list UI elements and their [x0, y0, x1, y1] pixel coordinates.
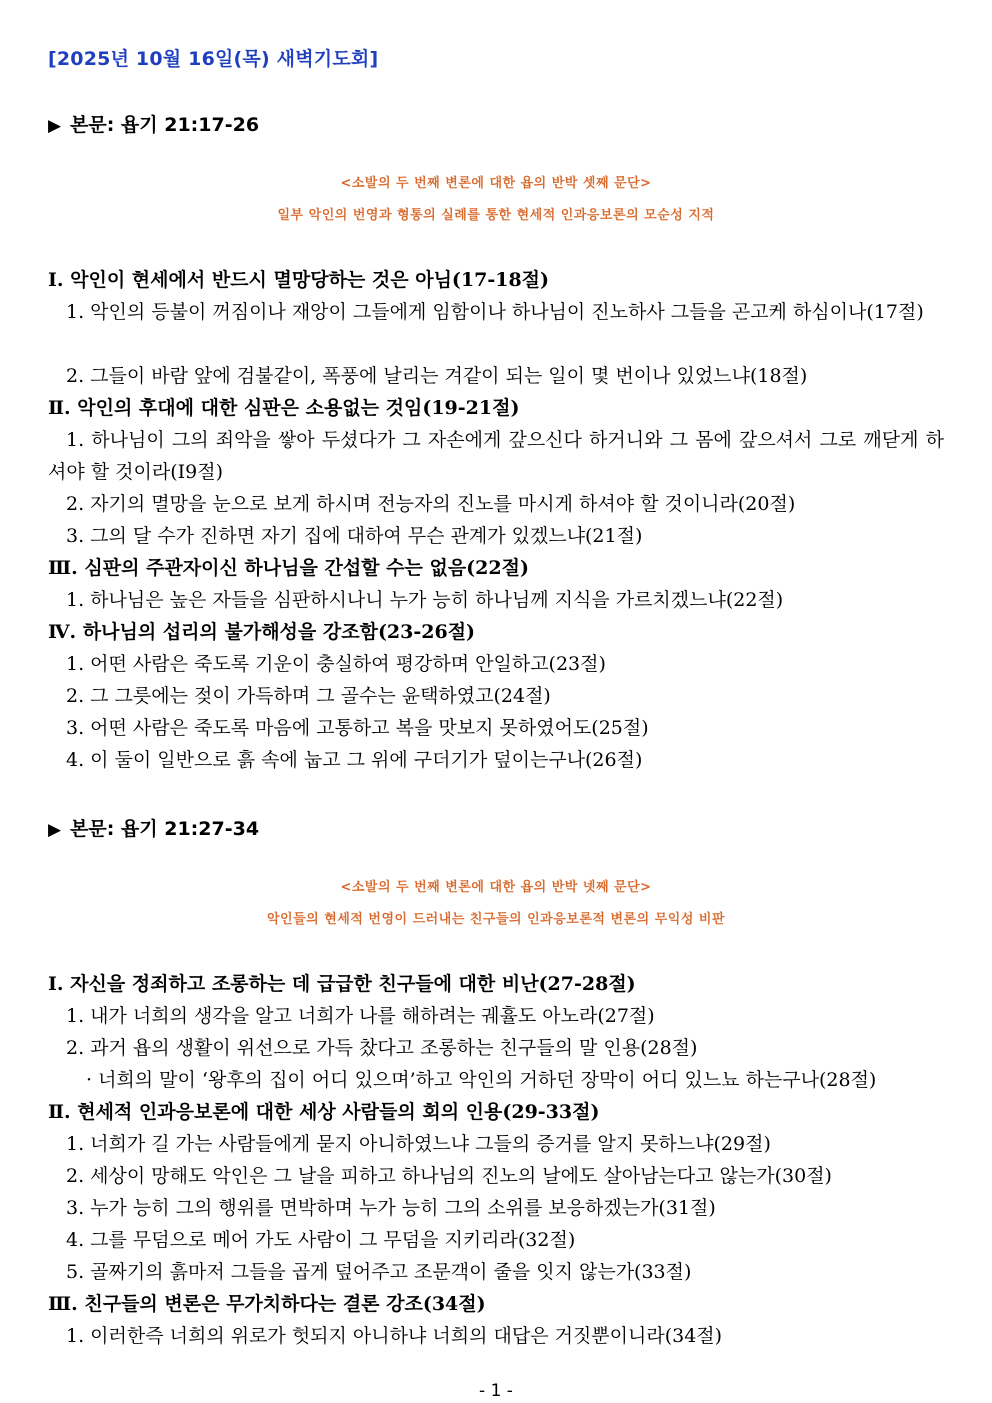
outline-heading: Ⅱ. 현세적 인과응보론에 대한 세상 사람들의 회의 인용(29-33절)	[48, 1101, 600, 1123]
document-title: [2025년 10월 16일(목) 새벽기도회]	[48, 48, 379, 70]
outline-item: 1. 어떤 사람은 죽도록 기운이 충실하여 평강하며 안일하고(23절)	[66, 653, 606, 675]
outline-item: 4. 이 둘이 일반으로 흙 속에 눕고 그 위에 구더기가 덮이는구나(26절)	[66, 749, 643, 771]
outline-item: 2. 그들이 바람 앞에 검불같이, 폭풍에 날리는 겨같이 되는 일이 몇 번이나 있었느냐(18절)	[66, 365, 808, 387]
outline-heading: Ⅲ. 심판의 주관자이신 하나님을 간섭할 수는 없음(22절)	[48, 557, 529, 579]
section-theme: 악인들의 현세적 번영이 드러내는 친구들의 인과응보론적 변론의 무익성 비판	[266, 912, 726, 927]
passage-heading	[48, 110, 259, 137]
outline-item: 2. 세상이 망해도 악인은 그 날을 피하고 하나님의 진노의 날에도 살아남는다고 않는가(30절)	[66, 1165, 832, 1187]
section-subtitle: <소발의 두 번째 변론에 대한 욥의 반박 셋째 문단>	[340, 176, 652, 191]
triangle-marker-icon: ▶	[48, 116, 62, 136]
outline-item: 1. 이러한즉 너희의 위로가 헛되지 아니하냐 너희의 대답은 거짓뿐이니라(34절)	[66, 1325, 723, 1347]
triangle-marker-icon: ▶	[48, 820, 62, 840]
outline-item: 3. 그의 달 수가 진하면 자기 집에 대하여 무슨 관계가 있겠느냐(21절)	[66, 525, 643, 547]
section-subtitle: <소발의 두 번째 변론에 대한 욥의 반박 넷째 문단>	[340, 880, 652, 895]
outline-item: 2. 과거 욥의 생활이 위선으로 가득 찼다고 조롱하는 친구들의 말 인용(28절)	[66, 1037, 698, 1059]
outline-item: 4. 그를 무덤으로 메어 가도 사람이 그 무덤을 지키리라(32절)	[66, 1229, 576, 1251]
outline-heading: Ⅲ. 친구들의 변론은 무가치하다는 결론 강조(34절)	[48, 1293, 486, 1315]
outline-heading: Ⅰ. 자신을 정죄하고 조롱하는 데 급급한 친구들에 대한 비난(27-28절)	[48, 973, 636, 995]
outline-heading: Ⅱ. 악인의 후대에 대한 심판은 소용없는 것임(19-21절)	[48, 397, 520, 419]
outline-item: 3. 누가 능히 그의 행위를 면박하며 누가 능히 그의 소위를 보응하겠는가(31절)	[66, 1197, 716, 1219]
outline-item: 1. 하나님은 높은 자들을 심판하시나니 누가 능히 하나님께 지식을 가르치겠느냐(22절)	[66, 589, 784, 611]
passage-label: 본문: 욥기 21:27-34	[70, 818, 260, 840]
outline-item: 1. 하나님이 그의 죄악을 쌓아 두셨다가 그 자손에게 갚으신다 하거니와 그 몸에 갚으셔서 그로 깨닫게 하셔야 할 것이라(I9절)	[48, 429, 944, 483]
outline-heading: Ⅳ. 하나님의 섭리의 불가해성을 강조함(23-26절)	[48, 621, 476, 643]
outline-item: 2. 자기의 멸망을 눈으로 보게 하시며 전능자의 진노를 마시게 하셔야 할 것이니라(20절)	[66, 493, 796, 515]
outline-heading: Ⅰ. 악인이 현세에서 반드시 멸망당하는 것은 아님(17-18절)	[48, 269, 550, 291]
outline-item: 1. 내가 너희의 생각을 알고 너희가 나를 해하려는 궤휼도 아노라(27절)	[66, 1005, 655, 1027]
passage-label: 본문: 욥기 21:17-26	[70, 114, 260, 136]
outline-item: 1. 악인의 등불이 꺼짐이나 재앙이 그들에게 임함이나 하나님이 진노하사 그들을 곤고케 하심이나(17절)	[66, 301, 924, 323]
outline-item: 1. 너희가 길 가는 사람들에게 묻지 아니하였느냐 그들의 증거를 알지 못하느냐(29절)	[66, 1133, 771, 1155]
outline-item: 5. 골짜기의 흙마저 그들을 곱게 덮어주고 조문객이 줄을 잇지 않는가(33절)	[66, 1261, 692, 1283]
page-number: - 1 -	[479, 1381, 513, 1401]
outline-item: 3. 어떤 사람은 죽도록 마음에 고통하고 복을 맛보지 못하였어도(25절)	[66, 717, 649, 739]
outline-subitem: · 너희의 말이 ‘왕후의 집이 어디 있으며’하고 악인의 거하던 장막이 어디 있느뇨 하는구나(28절)	[86, 1069, 877, 1091]
section-theme: 일부 악인의 번영과 형통의 실례를 통한 현세적 인과응보론의 모순성 지적	[277, 208, 715, 223]
outline-item: 2. 그 그릇에는 젖이 가득하며 그 골수는 윤택하였고(24절)	[66, 685, 551, 707]
passage-heading	[48, 814, 259, 841]
